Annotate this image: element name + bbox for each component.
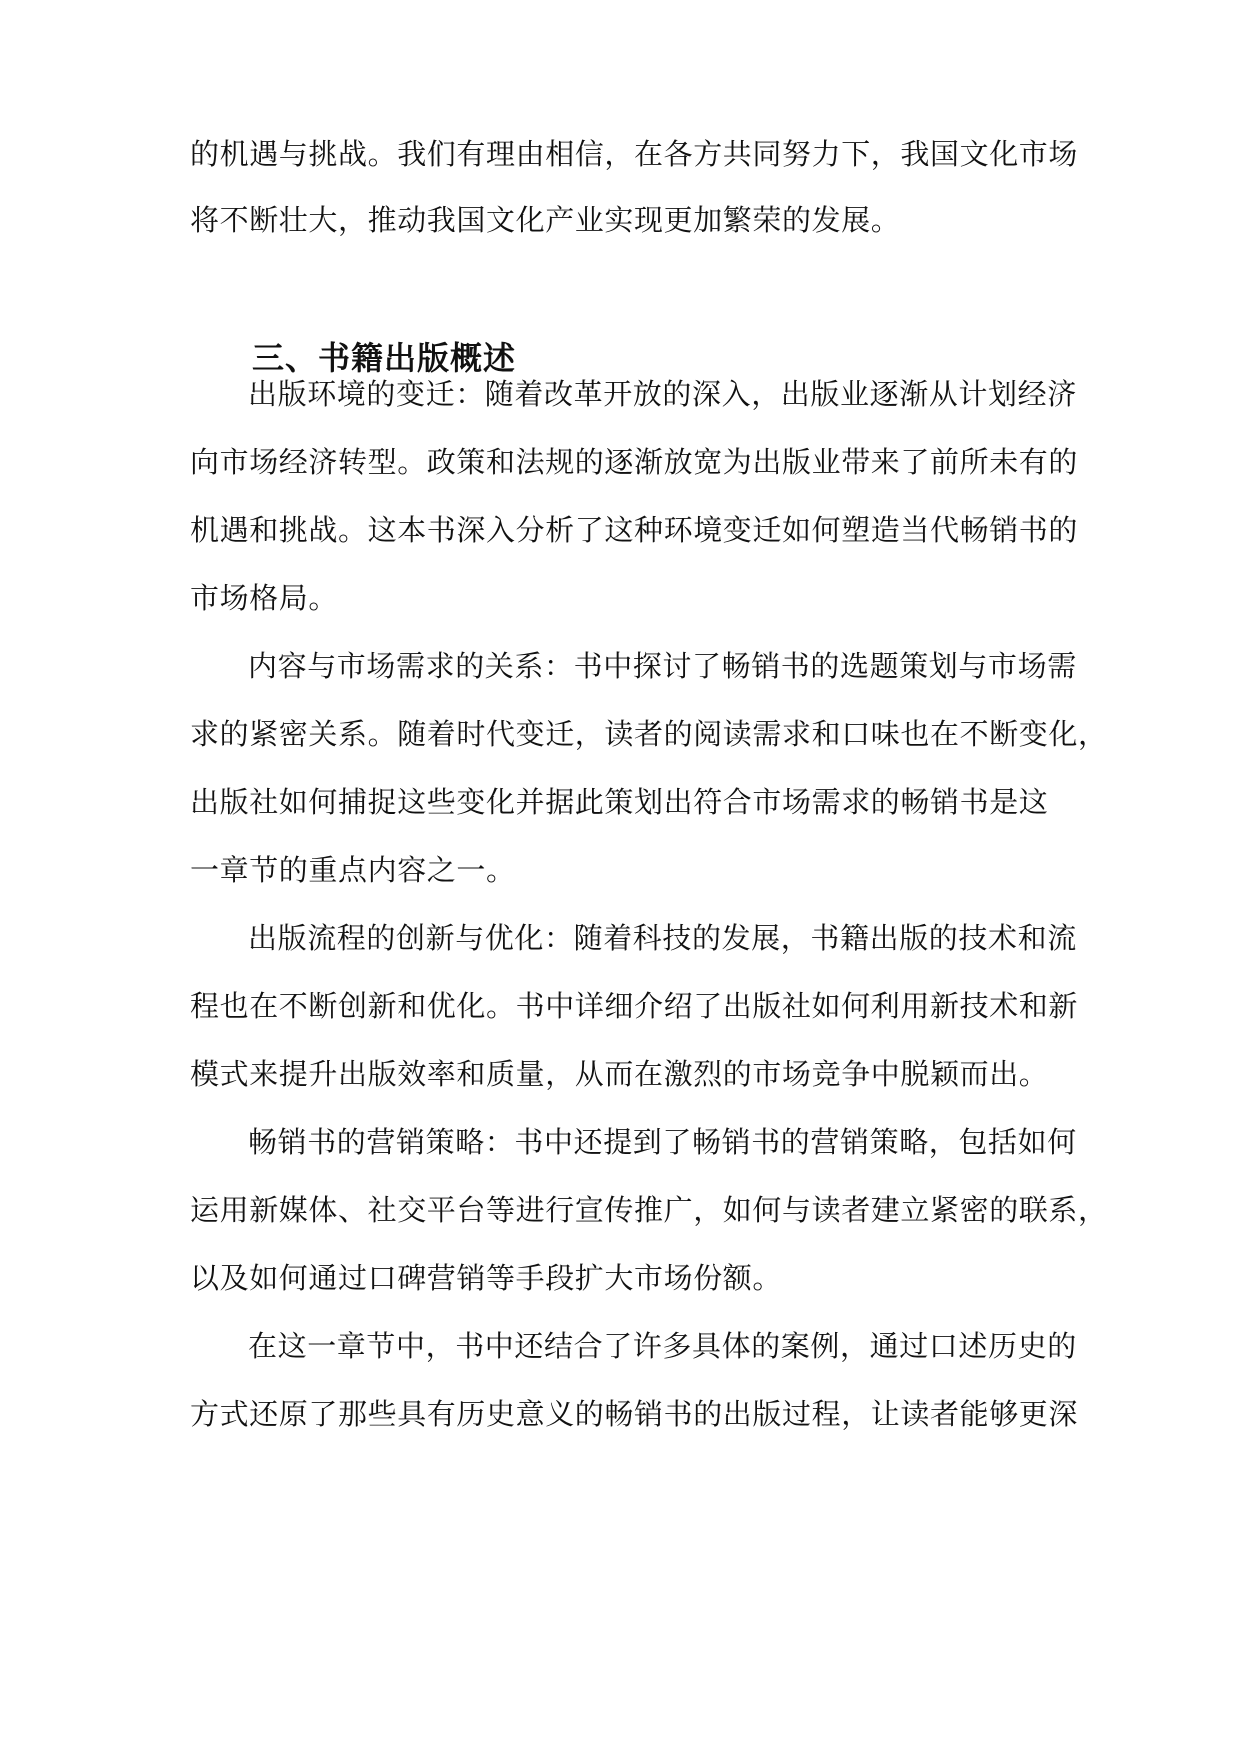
paragraph-line: 内容与市场需求的关系：书中探讨了畅销书的选题策划与市场需: [248, 649, 1077, 683]
paragraph-line: 出版流程的创新与优化：随着科技的发展，书籍出版的技术和流: [248, 921, 1077, 955]
intro-line: 的机遇与挑战。我们有理由相信，在各方共同努力下，我国文化市场: [190, 137, 1079, 171]
paragraph-line: 程也在不断创新和优化。书中详细介绍了出版社如何利用新技术和新: [190, 989, 1079, 1023]
paragraph-line: 畅销书的营销策略：书中还提到了畅销书的营销策略，包括如何: [248, 1125, 1077, 1159]
paragraph-line: 一章节的重点内容之一。: [190, 853, 516, 887]
paragraph-line: 以及如何通过口碑营销等手段扩大市场份额。: [190, 1261, 783, 1295]
paragraph-line: 在这一章节中，书中还结合了许多具体的案例，通过口述历史的: [248, 1329, 1077, 1363]
paragraph-line: 市场格局。: [190, 581, 339, 615]
paragraph-line: 出版环境的变迁：随着改革开放的深入，出版业逐渐从计划经济: [248, 377, 1077, 411]
paragraph-line: 出版社如何捕捉这些变化并据此策划出符合市场需求的畅销书是这: [190, 785, 1049, 819]
section-heading: 三、书籍出版概述: [252, 339, 517, 377]
paragraph-line: 机遇和挑战。这本书深入分析了这种环境变迁如何塑造当代畅销书的: [190, 513, 1079, 547]
paragraph-line: 向市场经济转型。政策和法规的逐渐放宽为出版业带来了前所未有的: [190, 445, 1079, 479]
paragraph-line: 模式来提升出版效率和质量，从而在激烈的市场竞争中脱颖而出。: [190, 1057, 1049, 1091]
intro-line: 将不断壮大，推动我国文化产业实现更加繁荣的发展。: [190, 203, 901, 237]
paragraph-line: 运用新媒体、社交平台等进行宣传推广，如何与读者建立紧密的联系，: [190, 1193, 1108, 1227]
paragraph-line: 求的紧密关系。随着时代变迁，读者的阅读需求和口味也在不断变化，: [190, 717, 1108, 751]
paragraph-line: 方式还原了那些具有历史意义的畅销书的出版过程，让读者能够更深: [190, 1397, 1079, 1431]
